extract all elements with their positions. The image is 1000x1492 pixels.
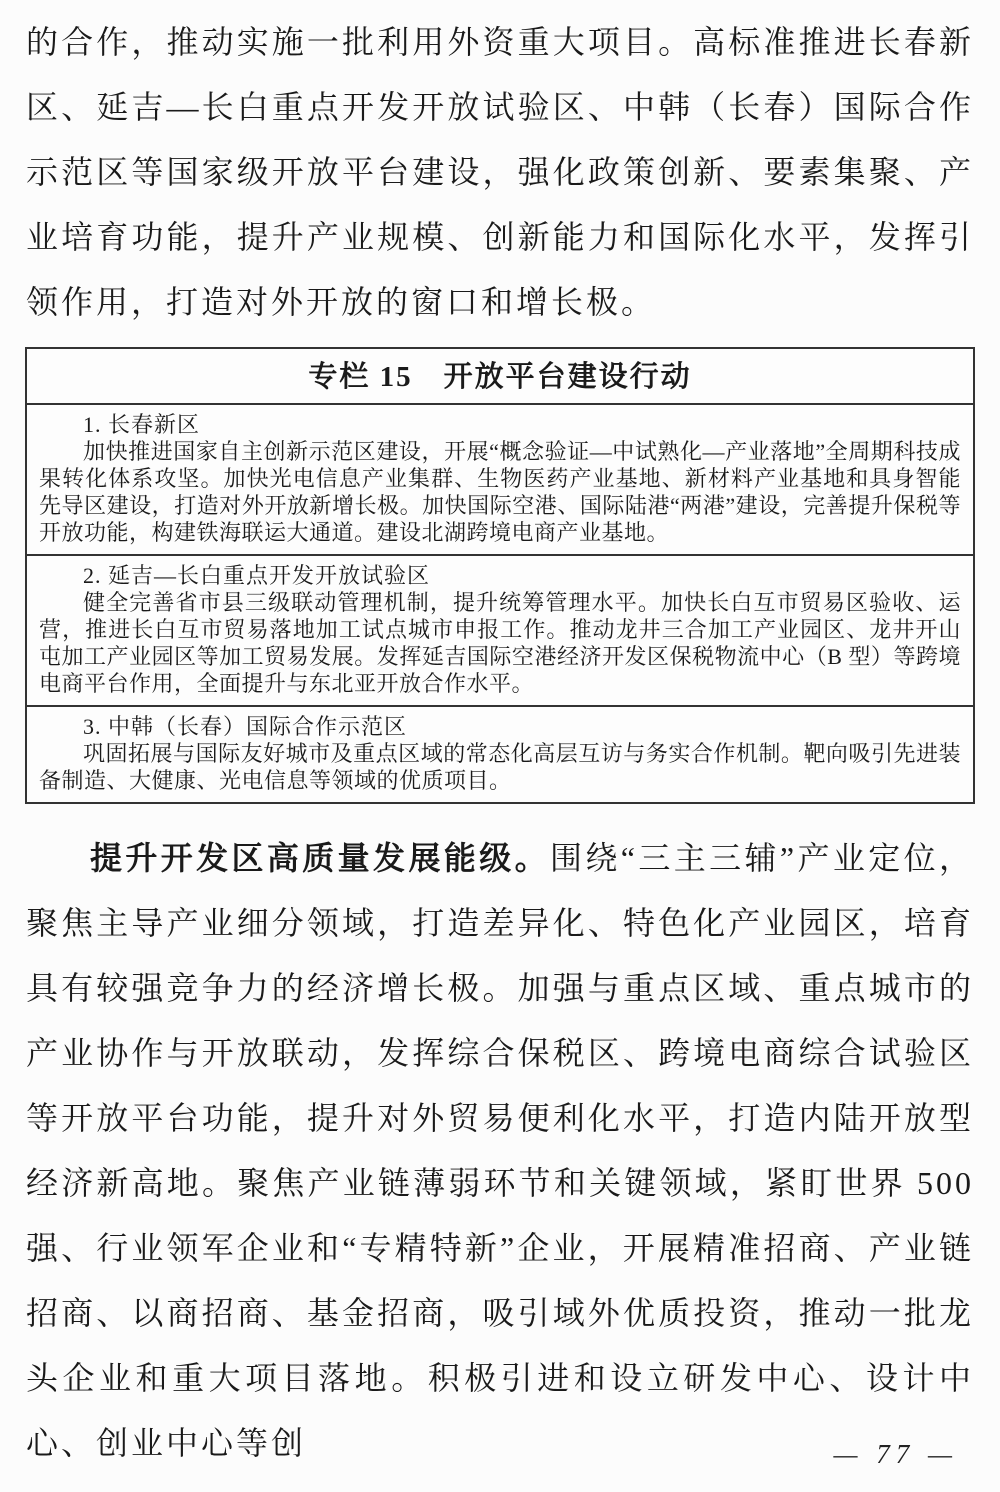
column-box-15 <box>25 347 975 804</box>
box-section-china-korea-demo-zone <box>27 705 973 802</box>
box-section-body: 加快推进国家自主创新示范区建设，开展“概念验证—中试熟化—产业落地”全周期科技成果转化体系攻坚。加快光电信息产业集群、生物医药产业基地、新材料产业基地和具身智能先导区建设，打造对外开放新增长极。加快国际空港、国际陆港“两港”建设，完善提升保税等开放功能，构建铁海联运大通道。建设北湖跨境电商产业基地。 <box>39 439 961 545</box>
paragraph-bold-lead: 提升开发区高质量发展能级。 <box>90 840 550 876</box>
box-section-heading: 2. 延吉—长白重点开发开放试验区 <box>83 563 431 588</box>
paragraph-development-zones <box>0 826 1000 1476</box>
box-section-yanji-changbai-zone <box>27 554 973 705</box>
box-section-heading: 3. 中韩（长春）国际合作示范区 <box>83 714 408 739</box>
paragraph-body-text: 围绕“三主三辅”产业定位，聚焦主导产业细分领域，打造差异化、特色化产业园区，培育具有较强竞争力的经济增长极。加强与重点区域、重点城市的产业协作与开放联动，发挥综合保税区、跨境电商综合试验区等开放平台功能，提升对外贸易便利化水平，打造内陆开放型经济新高地。聚焦产业链薄弱环节和关键领域，紧盯世界 500 强、行业领军企业和“专精特新”企业，开展精准招商、产业链招商、以商招商、基金招商，吸引域外优质投资，推动一批龙头企业和重大项目落地。积极引进和设立研发中心、设计中心、创业中心等创 <box>26 840 974 1461</box>
column-box-title: 专栏 15 开放平台建设行动 <box>27 349 973 405</box>
box-section-body: 健全完善省市县三级联动管理机制，提升统筹管理水平。加快长白互市贸易区验收、运营，推进长白互市贸易落地加工试点城市申报工作。推动龙井三合加工产业园区、龙井开山屯加工产业园区等加工贸易发展。发挥延吉国际空港经济开发区保税物流中心（B 型）等跨境电商平台作用，全面提升与东北亚开放合作水平。 <box>39 590 961 696</box>
box-section-changchun-new-area <box>27 405 973 554</box>
box-section-body: 巩固拓展与国际友好城市及重点区域的常态化高层互访与务实合作机制。靶向吸引先进装备制造、大健康、光电信息等领域的优质项目。 <box>39 741 961 793</box>
page-number: — 77 — <box>833 1439 958 1469</box>
box-section-heading: 1. 长春新区 <box>83 412 201 437</box>
paragraph-continuation: 的合作，推动实施一批利用外资重大项目。高标准推进长春新区、延吉—长白重点开发开放试验区、中韩（长春）国际合作示范区等国家级开放平台建设，强化政策创新、要素集聚、产业培育功能，提升产业规模、创新能力和国际化水平，发挥引领作用，打造对外开放的窗口和增长极。 <box>26 24 974 320</box>
